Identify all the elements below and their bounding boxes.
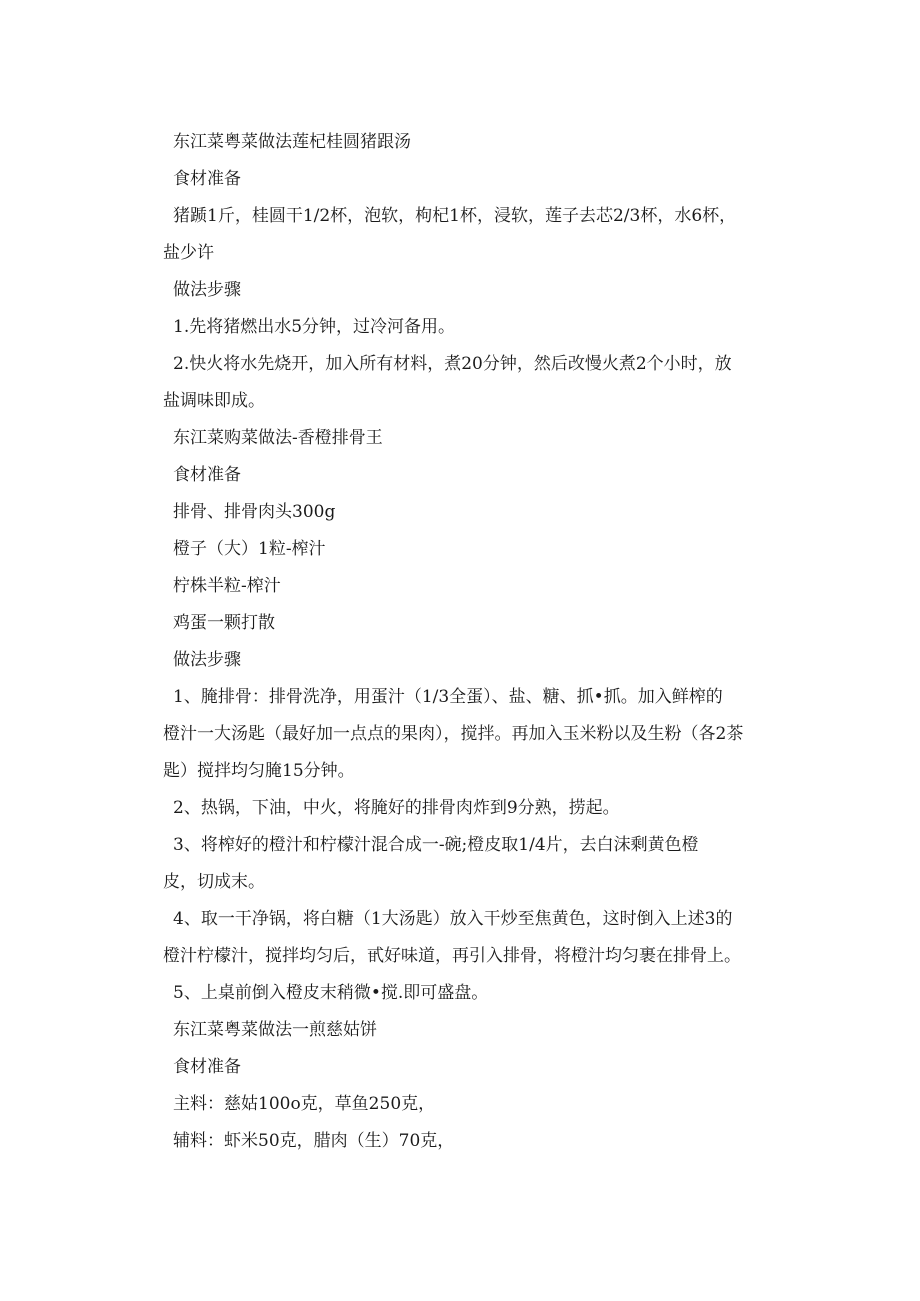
- ingredients-text-continued: 盐少许: [163, 243, 214, 263]
- step-text: 2、热锅，下油，中火，将腌好的排骨肉炸到9分熟，捞起。: [173, 798, 620, 818]
- step-text: 3、将榨好的橙汁和柠檬汁混合成一-碗;橙皮取1/4片，去白沫剩黄色橙: [173, 835, 699, 855]
- step-text-continued: 盐调味即成。: [163, 391, 265, 411]
- ingredient-item: 柠株半粒-榨汁: [173, 576, 281, 596]
- step-text: 1.先将猪燃出水5分钟，过冷河备用。: [173, 317, 456, 337]
- ingredient-item: 辅料：虾米50克，腊肉（生）70克，: [173, 1131, 455, 1151]
- step-text-continued: 皮，切成末。: [163, 872, 265, 892]
- ingredients-heading: 食材准备: [173, 1057, 241, 1077]
- steps-heading: 做法步骤: [173, 650, 241, 670]
- recipe-title: 东江菜购菜做法-香橙排骨王: [173, 428, 383, 448]
- steps-heading: 做法步骤: [173, 280, 241, 300]
- step-text: 4、取一干净锅，将白糖（1大汤匙）放入干炒至焦黄色，这时倒入上述3的: [173, 909, 733, 929]
- ingredient-item: 主料：慈姑100o克，草鱼250克，: [173, 1094, 436, 1114]
- ingredient-item: 排骨、排骨肉头300g: [173, 502, 336, 522]
- step-text-continued: 橙汁柠檬汁，搅拌均匀后，甙好味道，再引入排骨，将橙汁均匀裹在排骨上。: [163, 946, 741, 966]
- ingredient-item: 鸡蛋一颗打散: [173, 613, 275, 633]
- step-text: 5、上桌前倒入橙皮末稍微•搅.即可盛盘。: [173, 983, 489, 1003]
- recipe-title: 东江菜粤菜做法一煎慈姑饼: [173, 1020, 377, 1040]
- ingredients-text: 猪踬1斤，桂圆干1/2杯，泡软，枸杞1杯，浸软，莲子去芯2/3杯，水6杯，: [173, 206, 737, 226]
- recipe-title: 东江菜粤菜做法莲杞桂圆猪跟汤: [173, 132, 411, 152]
- ingredients-heading: 食材准备: [173, 465, 241, 485]
- ingredients-heading: 食材准备: [173, 169, 241, 189]
- step-text: 2.快火将水先烧开，加入所有材料，煮20分钟，然后改慢火煮2个小时，放: [173, 354, 732, 374]
- step-text-continued: 橙汁一大汤匙（最好加一点点的果肉），搅拌。再加入玉米粉以及生粉（各2茶: [163, 724, 744, 744]
- step-text-continued: 匙）搅拌均匀腌15分钟。: [163, 761, 355, 781]
- document-body: [163, 124, 778, 1160]
- ingredient-item: 橙子（大）1粒-榨汁: [173, 539, 326, 559]
- step-text: 1、腌排骨：排骨洗净，用蛋汁（1/3全蛋）、盐、糖、抓•抓。加入鲜榨的: [173, 687, 723, 707]
